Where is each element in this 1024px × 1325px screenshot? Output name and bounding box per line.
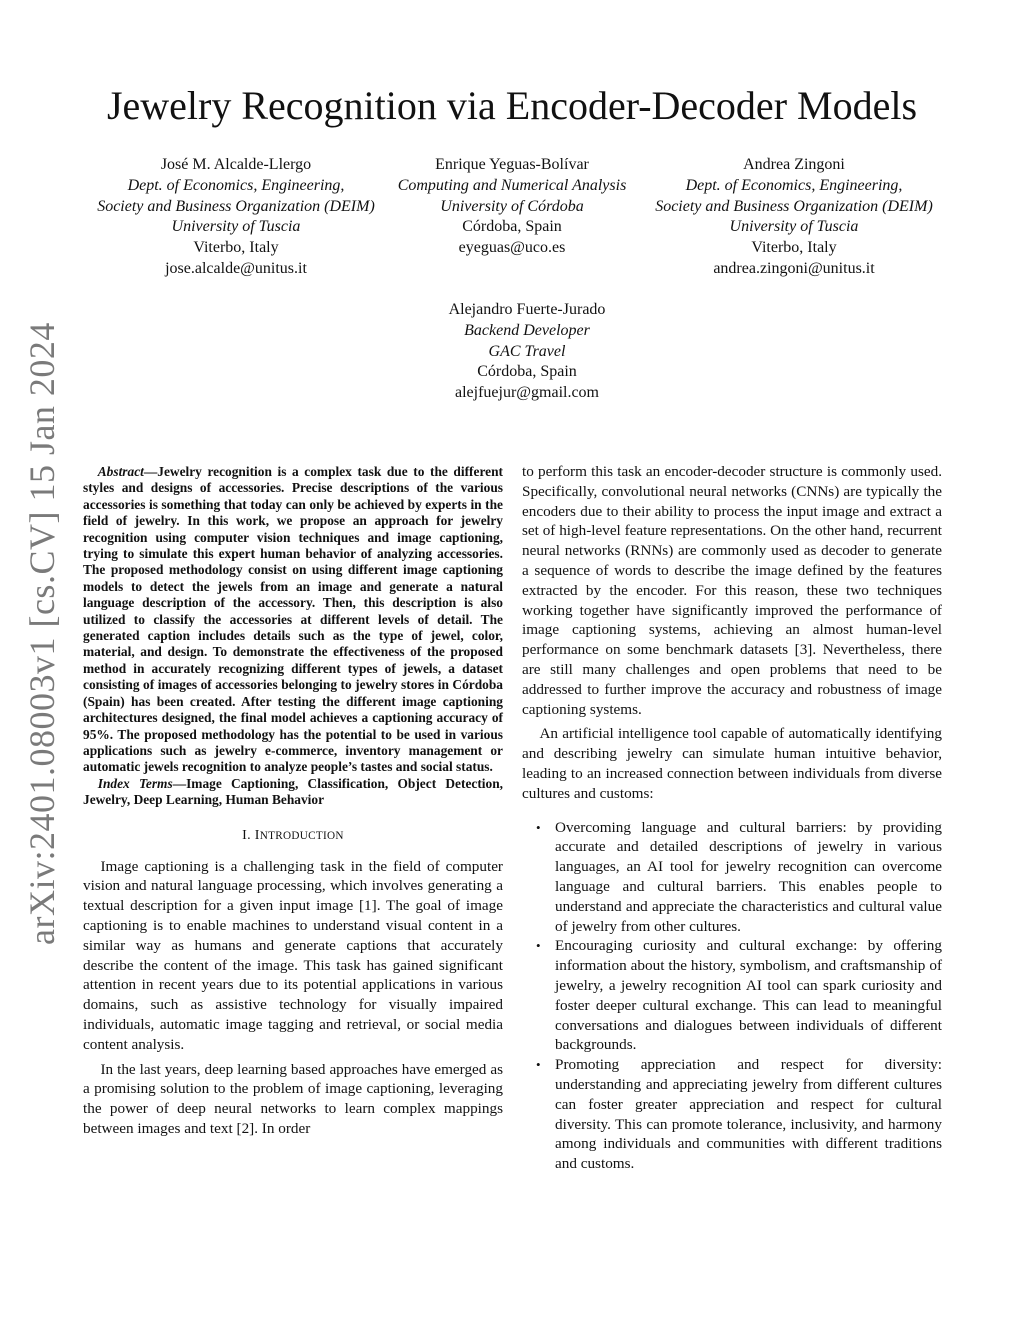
list-item (522, 818, 942, 937)
author-block (350, 155, 674, 259)
author-affiliation: Dept. of Economics, Engineering, (685, 176, 903, 194)
author-affiliation: Society and Business Organization (DEIM) (97, 197, 375, 215)
author-affiliation: University of Córdoba (440, 197, 584, 215)
abstract-lead: Abstract (97, 464, 144, 479)
author-email: alejfuejur@gmail.com (454, 384, 599, 402)
author-affiliation: GAC Travel (488, 342, 566, 360)
intro-paragraph: In the last years, deep learning based approaches have emerged as a promising solution to the problem of image captioning, leveraging the power of deep neural networks to learn complex mappings between images and text [2]. In order (83, 1060, 503, 1137)
author-location: Córdoba, Spain (477, 363, 577, 381)
section-heading (83, 827, 503, 845)
author-block (362, 300, 692, 404)
author-email: eyeguas@uco.es (458, 239, 566, 257)
author-name: Andrea Zingoni (743, 156, 845, 173)
author-name: Alejandro Fuerte-Jurado (448, 301, 606, 318)
author-location: Viterbo, Italy (751, 239, 837, 257)
bullet-icon: • (536, 1057, 541, 1073)
author-email: andrea.zingoni@unitus.it (713, 259, 875, 277)
body-paragraph: An artificial intelligence tool capable of automatically identifying and describing jewelry can simulate human intuitive behavior, leading to an increased connection between individuals from diverse cultures and customs: (522, 725, 942, 802)
author-affiliation: Dept. of Economics, Engineering, (127, 176, 345, 194)
arxiv-side-stamp: arXiv:2401.08003v1 [cs.CV] 15 Jan 2024 (22, 322, 62, 945)
author-email: jose.alcalde@unitus.it (165, 259, 307, 277)
index-terms-lead: Index Terms (97, 775, 173, 791)
section-number: I. (242, 827, 251, 843)
right-column (522, 462, 942, 1174)
intro-paragraph: Image captioning is a challenging task in the field of computer vision and natural language processing, which involves generating a textual description for a given input image [1]. The goal of image captioning is to enable machines to understand visual content in a similar way as humans and generate captions that accurately describe the content of the image. This task has gained significant attention in recent years due to its potential applications in various domains, such as assistive technology for visually impaired individuals, automatic image tagging and retrieval, or social media content analysis. (83, 857, 503, 1053)
list-item (522, 1055, 942, 1174)
abstract-text: —Jewelry recognition is a complex task due to the different styles and designs of accessories. Precise descriptions of the various accessories is something that today can only be achieved by experts in the field of jewelry. In this work, we propose an approach for jewelry recognition using computer vision techniques and image captioning, trying to simulate this expert human behavior of analyzing accessories. The proposed methodology consist on using different image captioning models to detect the jewels from an image and generate a natural language description of the accessory. Then, this description is also utilized to classify the accessories at different levels of detail. The generated caption includes details such as the type of jewel, color, material, and design. To demonstrate the effectiveness of the proposed method in accurately recognizing different types of jewels, a dataset consisting of images of accessories belonging to jewelry stores in Córdoba (Spain) has been created. After testing the different image captioning architectures designed, the final model achieves a captioning accuracy of 95%. The proposed methodology has the potential to be used in various applications such as jewelry e-commerce, inventory management or automatic jewels recognition to analyze people’s tastes and social status. (83, 464, 503, 775)
author-location: Córdoba, Spain (462, 218, 562, 236)
list-item-text: Overcoming language and cultural barriers: by providing accurate and detailed descriptions of jewelry in various languages, an AI tool for jewelry recognition can overcome language and cultural barriers. This enables people to understand and appreciate the characteristics and cultural value of jewelry from other cultures. (555, 818, 942, 935)
author-affiliation: Backend Developer (464, 321, 590, 339)
author-affiliation: University of Tuscia (729, 218, 859, 236)
author-affiliation: University of Tuscia (171, 218, 301, 236)
author-name: Enrique Yeguas-Bolívar (435, 156, 589, 173)
bullet-icon: • (536, 819, 541, 835)
index-terms-text: —Image Captioning, Classification, Object Detection, Jewelry, Deep Learning, Human Behavior (83, 775, 504, 808)
bullet-list (522, 818, 942, 1174)
author-name: José M. Alcalde-Llergo (160, 156, 312, 173)
author-affiliation: Society and Business Organization (DEIM) (655, 197, 933, 215)
abstract (83, 464, 503, 776)
index-terms (83, 776, 503, 809)
list-item (522, 936, 942, 1055)
bullet-icon: • (536, 938, 541, 954)
author-location: Viterbo, Italy (193, 239, 279, 257)
left-column (83, 464, 503, 1144)
list-item-text: Encouraging curiosity and cultural exchange: by offering information about the history, symbolism, and craftsmanship of jewelry, a jewelry recognition AI tool can spark curiosity and foster deeper cultural exchange. This can lead to meaningful conversations and dialogues between individuals of different backgrounds. (555, 937, 942, 1054)
section-title: INTRODUCTION (254, 827, 344, 843)
body-paragraph: to perform this task an encoder-decoder structure is commonly used. Specifically, convolutional neural networks (CNNs) are typically the encoders due to their ability to process the input image and extract a set of high-level feature representations. On the other hand, recurrent neural networks (RNNs) are commonly used as decoder to generate a sequence of words to describe the image defined by the features extracted by the encoder. For this reason, these two techniques working together have significantly improved the performance of image captioning systems, achieving an almost human-level performance on some benchmark datasets [3]. Nevertheless, there are still many challenges and open problems that need to be addressed to further improve the accuracy and robustness of image captioning systems. (522, 463, 942, 718)
paper-title: Jewelry Recognition via Encoder-Decoder Models (106, 83, 918, 128)
author-block (628, 155, 960, 280)
list-item-text: Promoting appreciation and respect for diversity: understanding and appreciating jewelry from different cultures can foster greater appreciation and respect for cultural diversity. This can promote tolerance, inclusivity, and harmony among individuals and communities with different traditions and customs. (555, 1056, 942, 1173)
author-affiliation: Computing and Numerical Analysis (397, 176, 627, 194)
